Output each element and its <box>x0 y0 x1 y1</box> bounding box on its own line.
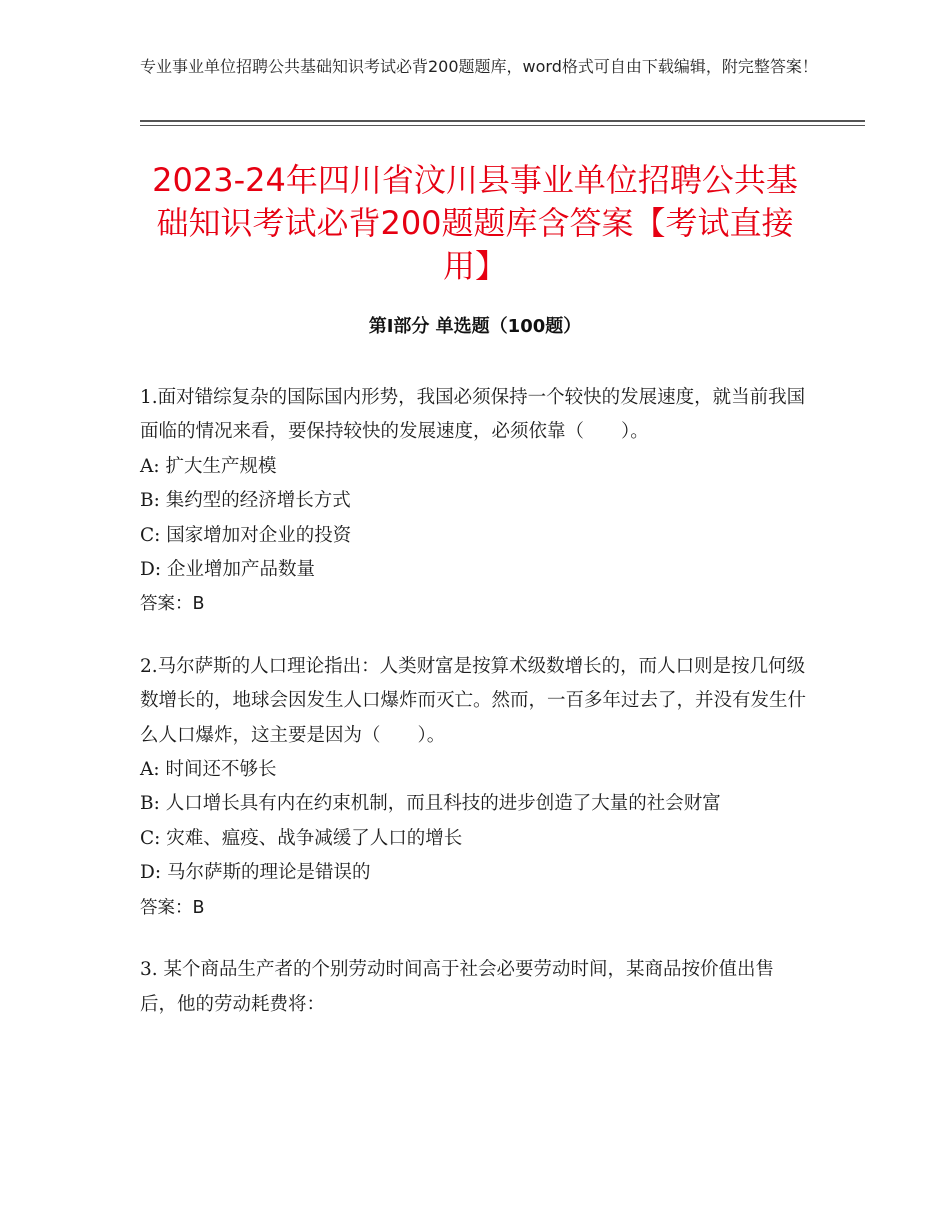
answer-line: 答案：B <box>140 897 205 918</box>
question-item-3 <box>140 953 808 1022</box>
option-a: A: 时间还不够长 <box>140 759 277 781</box>
document-title: 2023-24年四川省汶川县事业单位招聘公共基础知识考试必背200题题库含答案【考试直接用】 <box>152 161 798 285</box>
header-rule-thick <box>140 120 865 122</box>
option-a: A: 扩大生产规模 <box>140 455 277 477</box>
answer-line: 答案：B <box>140 594 205 615</box>
section-heading: 第Ⅰ部分 单选题（100题） <box>368 316 582 337</box>
option-b: B: 人口增长具有内在约束机制，而且科技的进步创造了大量的社会财富 <box>140 793 721 815</box>
option-d: D: 马尔萨斯的理论是错误的 <box>140 862 371 884</box>
header-rule-thin <box>140 125 865 126</box>
question-item-1 <box>140 381 808 622</box>
option-c: C: 灾难、瘟疫、战争减缓了人口的增长 <box>140 827 463 849</box>
question-item-2 <box>140 650 808 925</box>
option-c: C: 国家增加对企业的投资 <box>140 524 352 546</box>
header-note: 专业事业单位招聘公共基础知识考试必背200题题库，word格式可自由下载编辑，附完整答案！ <box>140 57 818 76</box>
question-stem: 2.马尔萨斯的人口理论指出：人类财富是按算术级数增长的，而人口则是按几何级数增长的，地球会因发生人口爆炸而灭亡。然而，一百多年过去了，并没有发生什么人口爆炸，这主要是因为（ ）。 <box>140 655 807 746</box>
question-stem: 1.面对错综复杂的国际国内形势，我国必须保持一个较快的发展速度，就当前我国面临的情况来看，要保持较快的发展速度，必须依靠（ ）。 <box>140 387 806 443</box>
question-list <box>140 381 808 1050</box>
option-b: B: 集约型的经济增长方式 <box>140 490 351 512</box>
question-stem: 3. 某个商品生产者的个别劳动时间高于社会必要劳动时间，某商品按价值出售后，他的劳动耗费将： <box>140 959 775 1015</box>
option-d: D: 企业增加产品数量 <box>140 559 315 581</box>
